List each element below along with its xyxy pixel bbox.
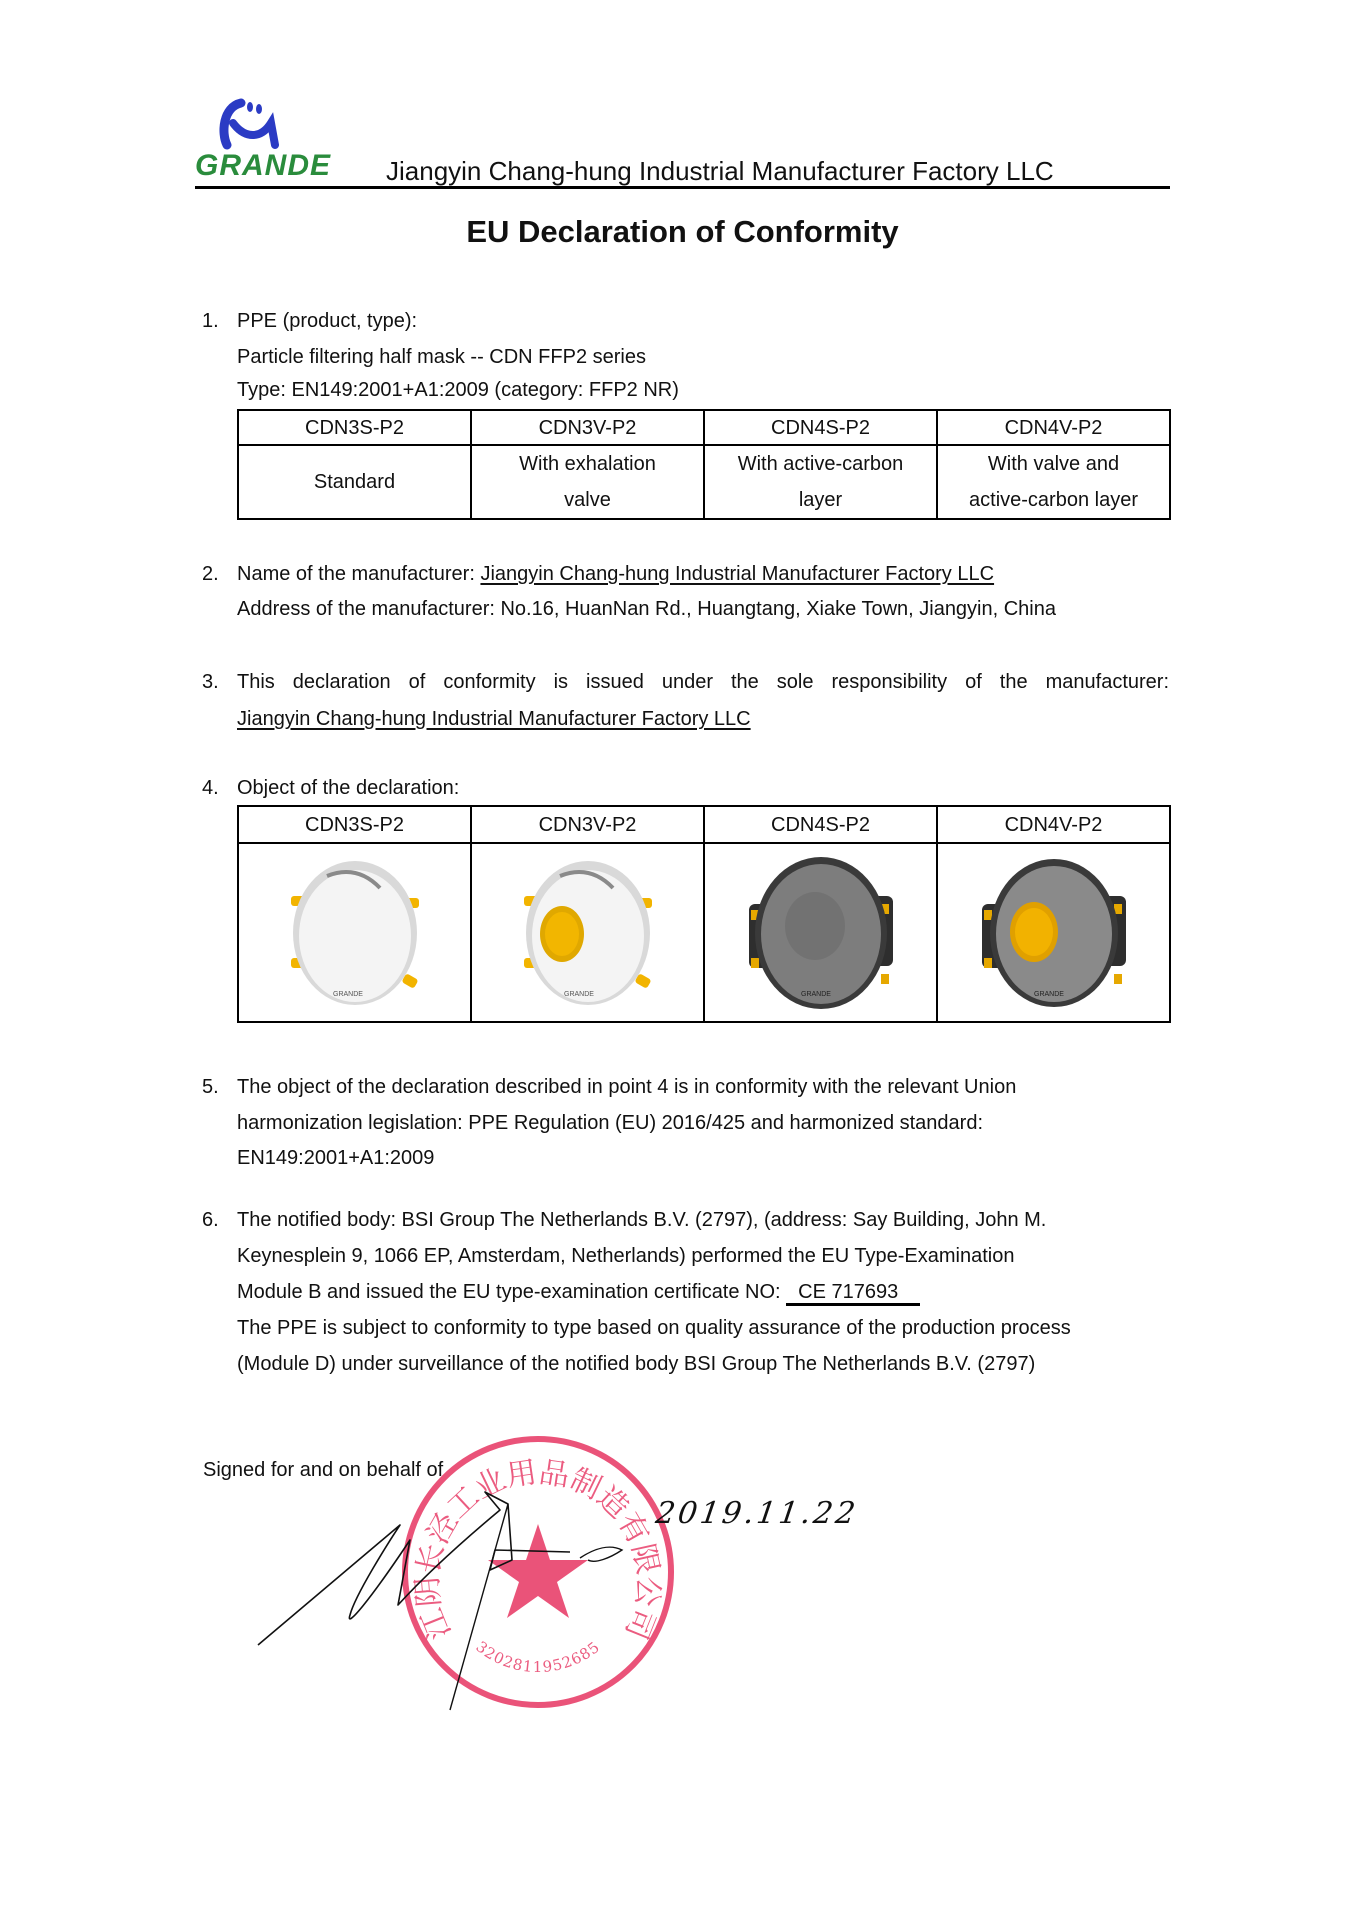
table-cell: CDN4S-P2 — [704, 806, 937, 843]
object-label: Object of the declaration: — [237, 777, 460, 799]
notified-body-line: Keynesplein 9, 1066 EP, Amsterdam, Netherlands) performed the EU Type-Examination — [237, 1245, 1015, 1267]
manufacturer-address: Address of the manufacturer: No.16, HuanNan Rd., Huangtang, Xiake Town, Jiangyin, China — [237, 598, 1056, 620]
section-5-number: 5. — [202, 1076, 219, 1098]
svg-text:GRANDE: GRANDE — [332, 990, 363, 998]
table-row — [238, 445, 1170, 519]
cell-text: layer — [798, 489, 843, 511]
conformity-line: EN149:2001+A1:2009 — [237, 1147, 435, 1169]
cell-text: valve — [564, 489, 611, 511]
cell-text: With active-carbon — [737, 453, 904, 475]
cell-text: With valve and — [987, 453, 1120, 475]
table-cell — [238, 843, 471, 1022]
certificate-label: Module B and issued the EU type-examination certificate NO: — [237, 1281, 781, 1303]
table-header-row — [238, 410, 1170, 445]
section-1-number: 1. — [202, 310, 219, 332]
section-4-number: 4. — [202, 777, 219, 799]
signature-label: Signed for and on behalf of — [203, 1459, 444, 1481]
table-cell: CDN4V-P2 — [937, 806, 1170, 843]
company-name: Jiangyin Chang-hung Industrial Manufacturer Factory LLC — [386, 156, 1054, 186]
company-logo — [193, 93, 363, 183]
certificate-number: CE 717693 — [786, 1281, 920, 1306]
signature-scribble-icon — [250, 1440, 680, 1730]
carbon-mask-image — [731, 848, 911, 1018]
white-valve-mask-image — [498, 848, 678, 1018]
smiley-logo-icon — [193, 93, 363, 183]
product-types-table — [237, 409, 1171, 520]
signature-date: 2019.11.22 — [653, 1496, 861, 1531]
table-cell — [704, 445, 937, 519]
cell-text: active-carbon layer — [969, 489, 1138, 511]
header-rule — [195, 186, 1170, 189]
quality-assurance-line: (Module D) under surveillance of the notified body BSI Group The Netherlands B.V. (2797) — [237, 1353, 1036, 1375]
carbon-valve-mask-image — [964, 848, 1144, 1018]
cell-text: With exhalation — [519, 453, 656, 475]
table-cell: CDN4S-P2 — [704, 410, 937, 445]
quality-assurance-line: The PPE is subject to conformity to type based on quality assurance of the production process — [237, 1317, 1071, 1339]
svg-text:GRANDE: GRANDE — [563, 990, 594, 998]
table-cell — [238, 445, 471, 519]
svg-text:GRANDE: GRANDE — [1033, 990, 1064, 998]
notified-body-line: The notified body: BSI Group The Netherlands B.V. (2797), (address: Say Building, John M. — [237, 1209, 1047, 1231]
table-cell: CDN3S-P2 — [238, 806, 471, 843]
table-cell — [704, 843, 937, 1022]
table-cell — [471, 843, 704, 1022]
responsible-manufacturer: Jiangyin Chang-hung Industrial Manufacturer Factory LLC — [237, 708, 751, 730]
certificate-line — [237, 1280, 920, 1306]
manufacturer-name-value: Jiangyin Chang-hung Industrial Manufacturer Factory LLC — [480, 563, 995, 585]
cell-text: Standard — [313, 471, 396, 493]
table-cell: CDN4V-P2 — [937, 410, 1170, 445]
stamp-text: 江阴长泾工业用品制造有限公司 — [410, 1454, 666, 1645]
section-1-line: Type: EN149:2001+A1:2009 (category: FFP2 NR) — [237, 379, 679, 401]
section-1-line: PPE (product, type): — [237, 310, 418, 332]
table-cell — [937, 445, 1170, 519]
conformity-line: The object of the declaration described in point 4 is in conformity with the relevant Union — [237, 1076, 1017, 1098]
section-3-number: 3. — [202, 671, 219, 693]
section-2-number: 2. — [202, 563, 219, 585]
table-cell — [471, 445, 704, 519]
svg-text:GRANDE: GRANDE — [195, 149, 332, 182]
svg-text:GRANDE: GRANDE — [800, 990, 831, 998]
table-cell: CDN3V-P2 — [471, 410, 704, 445]
table-header-row — [238, 806, 1170, 843]
white-mask-image — [265, 848, 445, 1018]
manufacturer-name-line — [237, 562, 994, 586]
section-6-number: 6. — [202, 1209, 219, 1231]
table-cell — [937, 843, 1170, 1022]
stamp-number: 3202811952685 — [472, 1637, 604, 1677]
conformity-line: harmonization legislation: PPE Regulation (EU) 2016/425 and harmonized standard: — [237, 1112, 984, 1134]
handwritten-signature — [250, 1440, 680, 1730]
page-title: EU Declaration of Conformity — [466, 214, 899, 249]
manufacturer-name-label: Name of the manufacturer: — [237, 563, 481, 585]
table-cell: CDN3S-P2 — [238, 410, 471, 445]
table-cell: CDN3V-P2 — [471, 806, 704, 843]
section-1-line: Particle filtering half mask -- CDN FFP2 series — [237, 346, 646, 368]
product-images-table — [237, 805, 1171, 1023]
responsibility-statement: This declaration of conformity is issued under the sole responsibility of the manufacturer: — [237, 671, 1169, 693]
table-row — [238, 843, 1170, 1022]
